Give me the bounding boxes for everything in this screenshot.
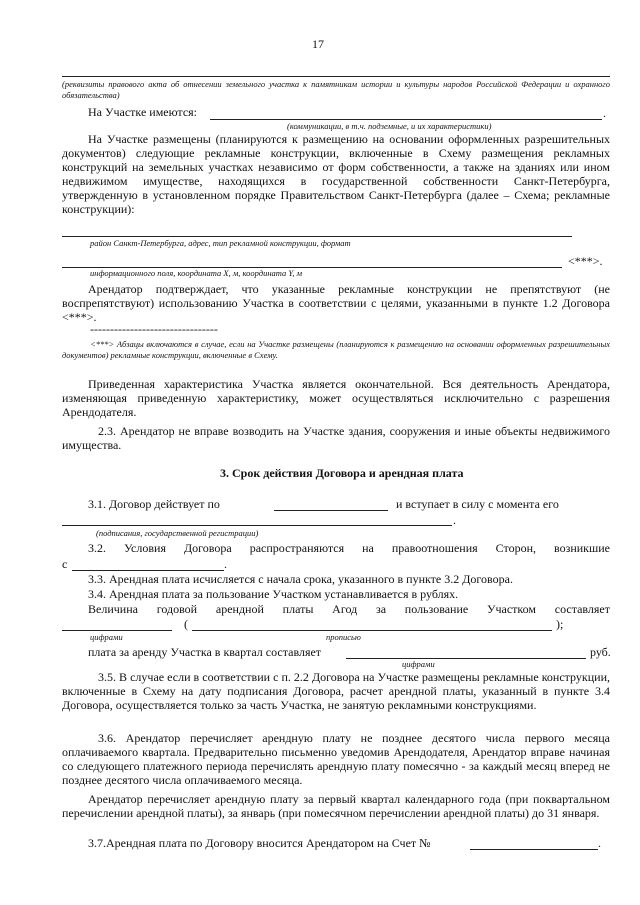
note-figures: цифрами	[90, 632, 123, 642]
clause-3-2: 3.2. Условия Договора распространяются на правоотношения Сторон, возникшие	[88, 541, 610, 555]
footnote-text: <***> Абзацы включаются в случае, если на Участке размещены (планируются к размещению на основании оформленных разрешительных документов) рекламные конструкции, включенные в Схему.	[62, 339, 610, 360]
paren-open: (	[184, 617, 188, 631]
footnote-ref: <***>.	[568, 254, 603, 268]
clause-3-1-start: 3.1. Договор действует по	[88, 497, 220, 511]
paragraph-tenant-confirms: Арендатор подтверждает, что указанные рекламные конструкции не препятствуют (не воспрепятствуют) использованию Участка в соответствии с целями, указанными в пункте 1.2 Договора <***>.	[62, 282, 610, 324]
clause-3-1-end: и вступает в силу с момента его	[396, 497, 559, 511]
quarterly-rent-label: плата за аренду Участка в квартал составляет	[88, 645, 322, 659]
paren-close: );	[556, 617, 564, 631]
clause-3-5: 3.5. В случае если в соответствии с п. 2.2 Договора на Участке размещены рекламные конструкции, включенные в Схему на дату подписания Договора, расчет арендной платы, указанный в пункте 3.4 Договора, осуществляется только за часть Участка, не занятую рекламными конструкциями.	[62, 670, 610, 712]
dot: .	[598, 836, 601, 850]
clause-3-2-c: с	[62, 557, 68, 571]
clause-3-6-b: Арендатор перечисляет арендную плату за первый квартал календарного года (при поквартальном перечислении арендной платы), за январь (при помесячном перечислении арендной платы) до 31 января.	[62, 792, 610, 820]
blank-line-quarterly[interactable]	[346, 658, 586, 659]
paragraph-2-3: 2.3. Арендатор не вправе возводить на Участке здания, сооружения и иные объекты недвижимого имущества.	[62, 424, 610, 452]
blank-line-since[interactable]	[72, 570, 224, 571]
paragraph-final-characteristic: Приведенная характеристика Участка является окончательной. Вся деятельность Арендатора, изменяющая приведенную характеристику, может осуществляться исключительно с разрешения Арендодателя.	[62, 377, 610, 419]
clause-3-7: 3.7.Арендная плата по Договору вносится Арендатором на Счет №	[88, 836, 431, 850]
note-info-field: информационного поля, координата X, м, координата Y, м	[90, 268, 303, 278]
dot: .	[224, 557, 227, 571]
blank-line-account[interactable]	[470, 849, 598, 850]
note-communications: (коммуникации, в т.ч. подземные, и их характеристики)	[287, 121, 492, 131]
currency-rub: руб.	[590, 645, 611, 659]
dot: .	[603, 106, 606, 120]
blank-line-effective[interactable]	[62, 525, 452, 526]
blank-line-district[interactable]	[62, 236, 572, 237]
blank-line-communications[interactable]	[210, 119, 602, 120]
page-number: 17	[312, 37, 324, 51]
note-signing: (подписания, государственной регистрации)	[96, 528, 259, 538]
clause-3-6: 3.6. Арендатор перечисляет арендную плату не позднее десятого числа первого месяца оплачиваемого квартала. Предварительно письменно уведомив Арендодателя, Арендатор вправе начиная со следующего платежного периода перечислять арендную плату помесячно - за каждый месяц вперед не позднее десятого числа оплачиваемого месяца.	[62, 731, 610, 787]
blank-line-annual-figures[interactable]	[62, 630, 172, 631]
clause-3-3: 3.3. Арендная плата исчисляется с начала срока, указанного в пункте 3.2 Договора.	[88, 572, 513, 586]
blank-line-term[interactable]	[274, 510, 388, 511]
annual-rent-label: Величина годовой арендной платы Агод за пользование Участком составляет	[88, 602, 610, 616]
label-on-plot: На Участке имеются:	[88, 105, 197, 119]
paragraph-ad-structures: На Участке размещены (планируются к размещению на основании оформленных разрешительных документов) следующие рекламные конструкции, включенные в Схему размещения рекламных конструкций на земельных участках независимо от форм собственности, а также на зданиях или ином недвижимом имуществе, находящихся в государственной собственности Санкт-Петербурга, утвержденную в установленном порядке Правительством Санкт-Петербурга (далее – Схема; рекламные конструкции):	[62, 132, 610, 216]
note-district: район Санкт-Петербурга, адрес, тип рекламной конструкции, формат	[90, 238, 351, 248]
section-heading: 3. Срок действия Договора и арендная плата	[220, 466, 464, 480]
blank-line-legal-act[interactable]	[62, 76, 610, 77]
dot: .	[453, 513, 456, 527]
blank-line-annual-words[interactable]	[192, 630, 552, 631]
note-legal-act: (реквизиты правового акта об отнесении земельного участка к памятникам истории и культуры народов Российской Федерации и охранного обязательства)	[62, 79, 610, 100]
clause-3-4: 3.4. Арендная плата за пользование Участком устанавливается в рублях.	[88, 587, 459, 601]
separator: --------------------------------	[90, 322, 218, 336]
note-words: прописью	[326, 632, 361, 642]
note-figures-quarterly: цифрами	[402, 659, 435, 669]
